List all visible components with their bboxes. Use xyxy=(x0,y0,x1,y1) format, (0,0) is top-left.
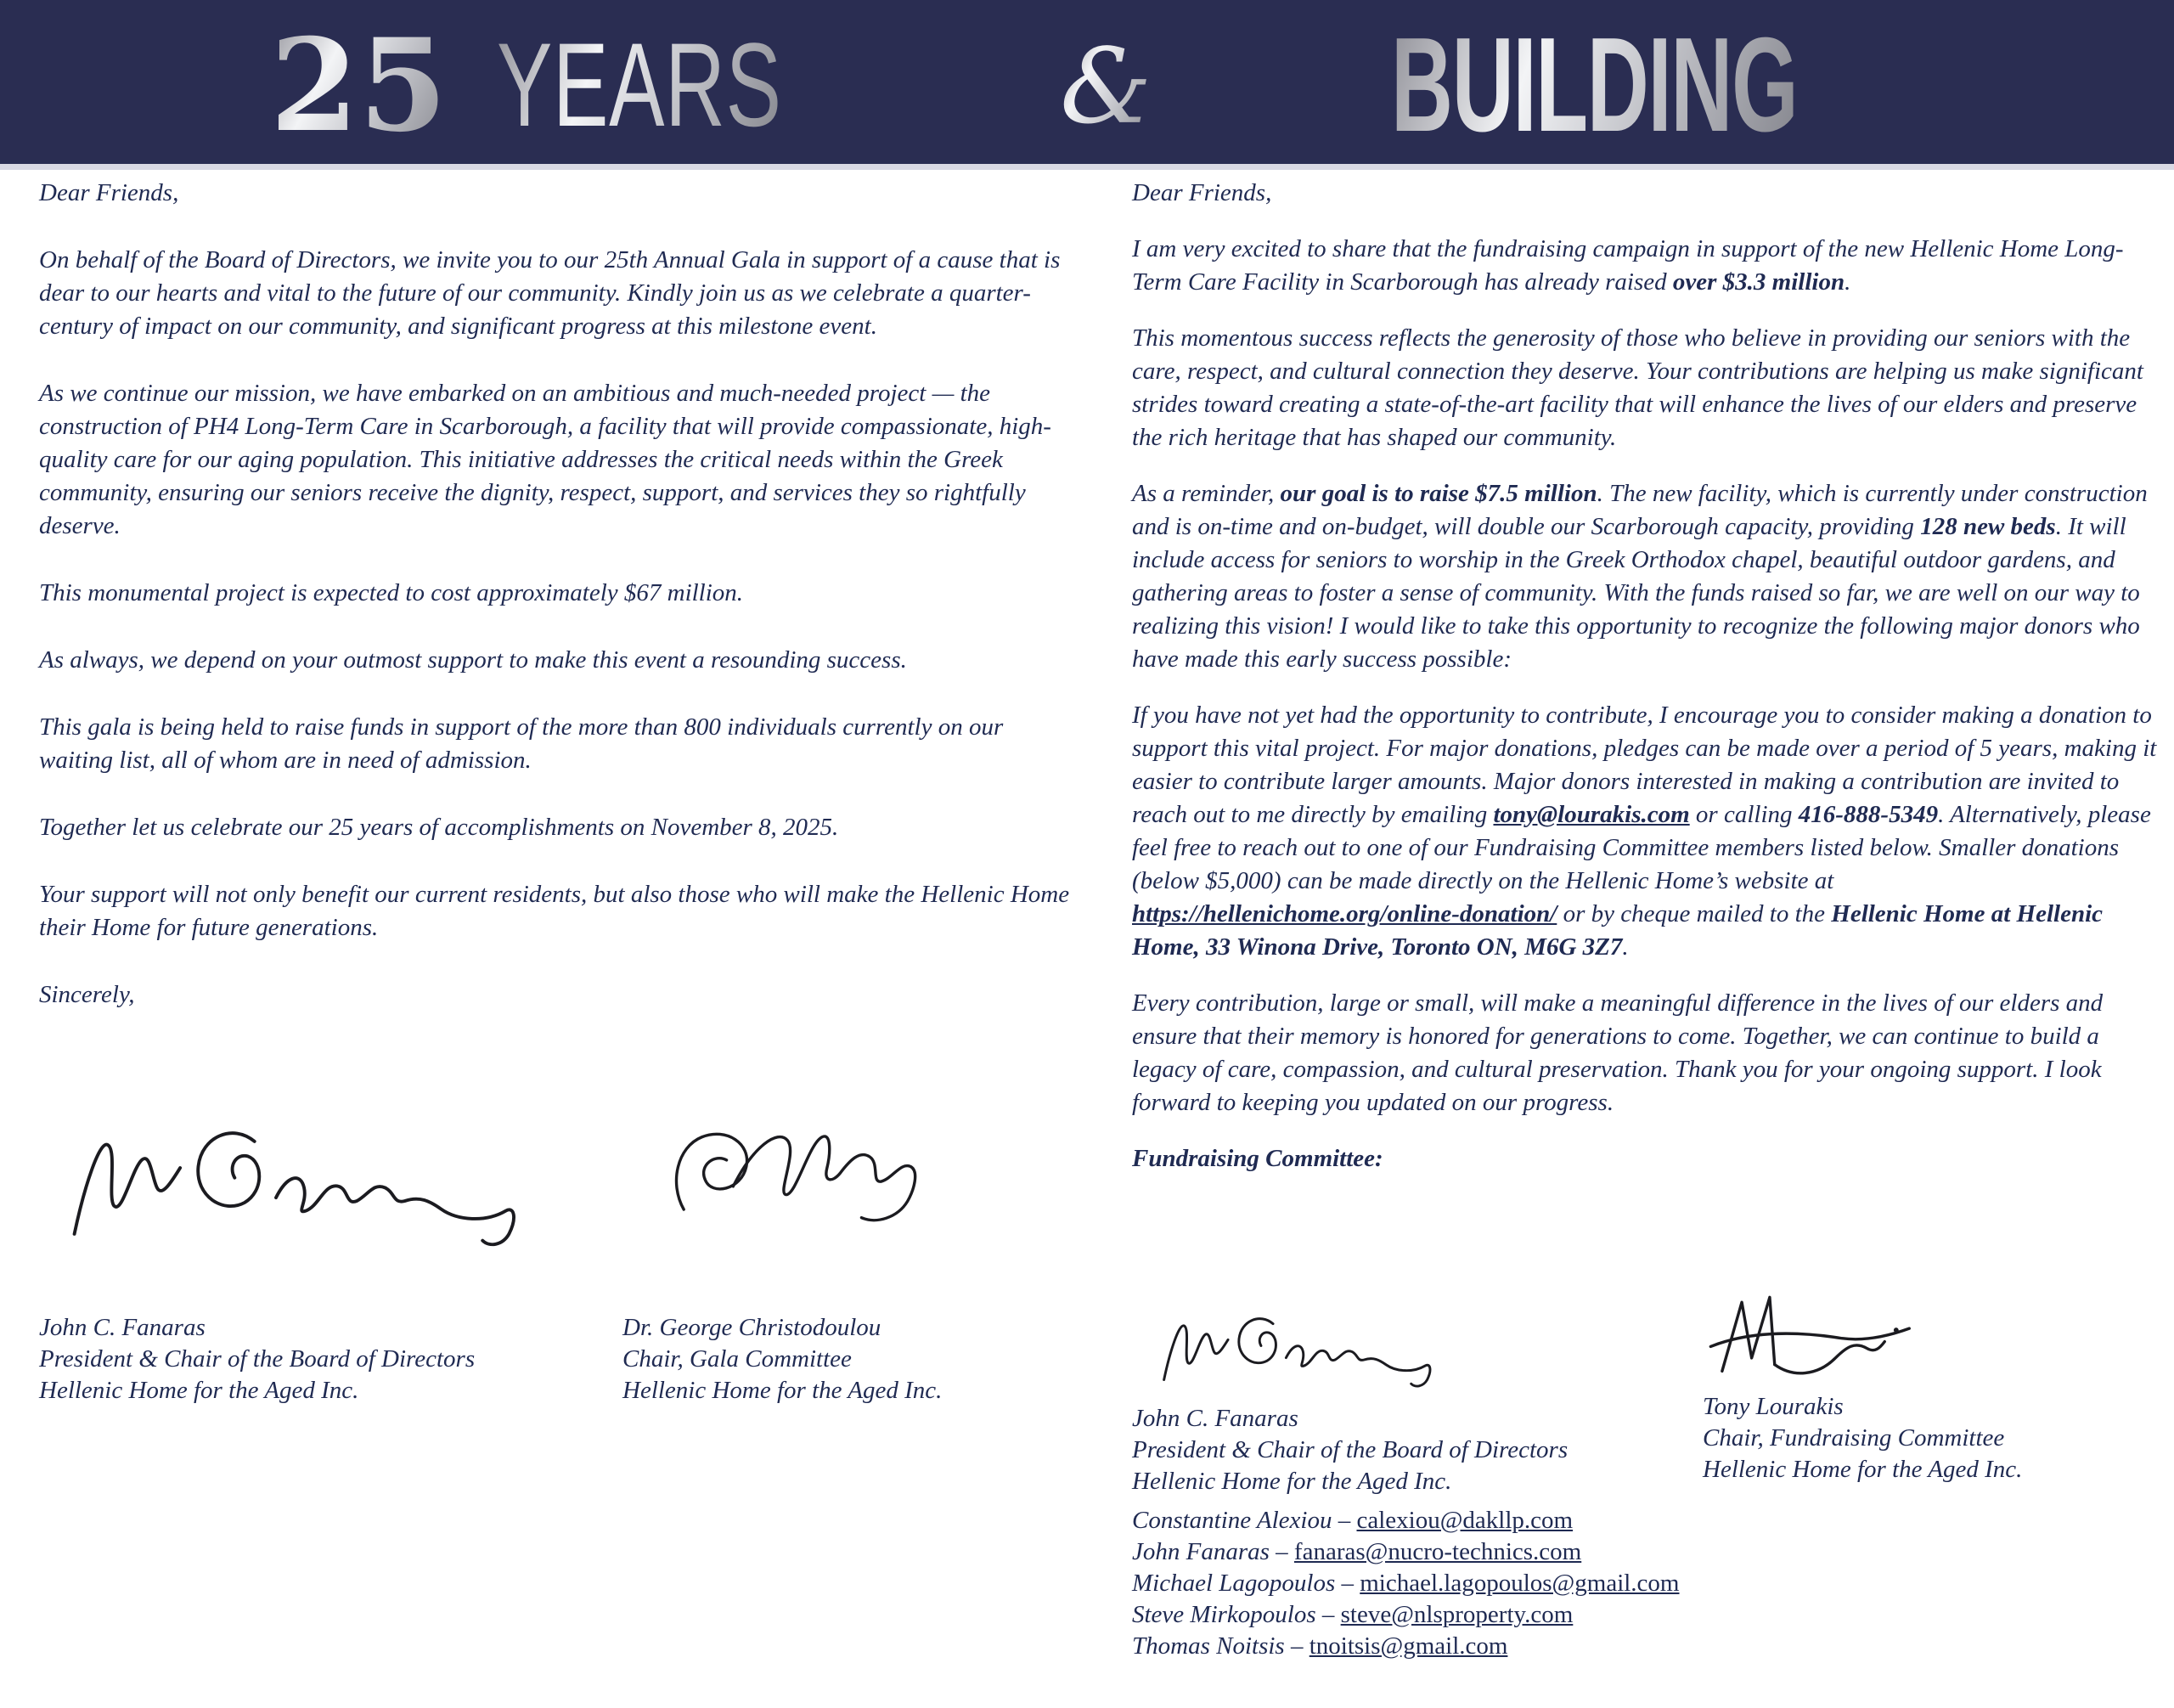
signoff-lourakis xyxy=(1703,1391,2022,1485)
committee-email-link[interactable]: fanaras@nucro-technics.com xyxy=(1293,1538,1582,1565)
fundraising-committee-heading: Fundraising Committee: xyxy=(1132,1145,1383,1172)
banner-word-years xyxy=(497,0,904,164)
signatory-org: Hellenic Home for the Aged Inc. xyxy=(1703,1456,2023,1483)
text-segment: Hellenic Home at Hellenic Home, 33 Winona Drive, Toronto ON, M6G 3Z7 xyxy=(1132,900,2104,961)
signoff-fanaras-left xyxy=(39,1312,475,1406)
text-segment: I am very excited to share that the fundraising campaign in support of the new Hellenic Home Long-Term Care Facility in Scarborough has already raised xyxy=(1132,235,2124,296)
committee-email-link[interactable]: michael.lagopoulos@gmail.com xyxy=(1360,1570,1680,1597)
lourakis-signature-image xyxy=(1694,1282,1940,1381)
text-segment: If you have not yet had the opportunity to contribute, I encourage you to consider making a donation to support this vital project. For major donations, pledges can be made over a period of 5 years, making it easier to contribute larger amounts. Major donors interested in making a contribution are invited to reach out to me directly by emailing xyxy=(1132,702,2157,828)
paragraph xyxy=(1132,699,2164,964)
banner-ampersand xyxy=(1060,0,1152,164)
banner-years-text: YEARS xyxy=(497,16,782,154)
text-segment: over $3.3 million xyxy=(1672,268,1845,296)
banner-ampersand-text: & xyxy=(1060,25,1152,147)
christodoulou-signature-image xyxy=(654,1104,934,1236)
text-segment: . The new facility, which is currently under construction and is on-time and on-budget, will double our Scarborough capacity, providing xyxy=(1132,480,2148,540)
banner-number-text: 25 xyxy=(270,10,448,161)
banner-divider xyxy=(0,164,2174,170)
separator: – xyxy=(1332,1507,1357,1534)
right-salutation: Dear Friends, xyxy=(1132,179,1272,206)
signatory-title: President & Chair of the Board of Directors xyxy=(1132,1436,1569,1463)
signoff-fanaras-right xyxy=(1132,1403,1568,1497)
banner-building-text: BUILDING xyxy=(1391,8,1797,162)
signatory-org: Hellenic Home for the Aged Inc. xyxy=(622,1377,943,1404)
inline-link[interactable]: https://hellenichome.org/online-donation/ xyxy=(1132,900,1557,927)
lourakis-signature-svg xyxy=(1694,1282,1940,1381)
signatory-org: Hellenic Home for the Aged Inc. xyxy=(1132,1468,1452,1495)
fanaras-signature-image xyxy=(59,1108,522,1261)
text-segment: This momentous success reflects the generosity of those who believe in providing our seniors with the care, respect, and cultural connection they deserve. Your contributions are helping us make significant strides toward creating a state-of-the-art facility that will enhance the lives of our elders and preserve the rich heritage that has shaped our community. xyxy=(1132,324,2143,451)
fanaras-signature-svg xyxy=(59,1108,522,1261)
committee-member-name: John Fanaras xyxy=(1132,1538,1270,1565)
paragraph: This monumental project is expected to cost approximately $67 million. xyxy=(39,579,744,606)
committee-member-name: Thomas Noitsis xyxy=(1132,1632,1285,1660)
anniversary-banner xyxy=(0,0,2174,164)
signatory-org: Hellenic Home for the Aged Inc. xyxy=(39,1377,359,1404)
paragraph xyxy=(1132,987,2164,1119)
committee-member-name: Steve Mirkopoulos xyxy=(1132,1601,1316,1628)
text-segment: 128 new beds xyxy=(1920,513,2056,540)
fanaras-signature-image-2 xyxy=(1155,1304,1435,1396)
paragraph xyxy=(1132,233,2164,299)
inline-link[interactable]: tony@lourakis.com xyxy=(1493,801,1690,828)
banner-number-25 xyxy=(270,0,448,164)
committee-email-link[interactable]: calexiou@dakllp.com xyxy=(1356,1507,1574,1534)
committee-row xyxy=(1132,1568,1680,1599)
right-letter-column xyxy=(1132,177,2164,1198)
paragraph: On behalf of the Board of Directors, we invite you to our 25th Annual Gala in support of a cause that is dear to our hearts and vital to the future of our community. Kindly join us as we celebrate a quarter-century of impact on our community, and significant progress at this milestone event. xyxy=(39,246,1061,340)
text-segment: . It will include access for seniors to worship in the Greek Orthodox chapel, beautiful outdoor gardens, and gathering areas to foster a sense of community. With the funds raised so far, we are well on our way to realizing this vision! I would like to take this opportunity to recognize the following major donors who have made this early success possible: xyxy=(1132,513,2140,673)
text-segment: . Alternatively, please feel free to reach out to one of our Fundraising Committee members listed below. Smaller donations (below $5,000) can be made directly on the Hellenic Home’s website at xyxy=(1132,801,2151,894)
committee-row xyxy=(1132,1505,1680,1536)
signatory-title: Chair, Gala Committee xyxy=(622,1345,852,1373)
separator: – xyxy=(1315,1601,1341,1628)
text-segment: . xyxy=(1845,268,1851,296)
text-segment: or by cheque mailed to the xyxy=(1557,900,1832,927)
committee-row xyxy=(1132,1536,1680,1568)
left-salutation: Dear Friends, xyxy=(39,179,179,206)
committee-email-link[interactable]: tnoitsis@gmail.com xyxy=(1309,1632,1508,1660)
fanaras-signature-2-svg xyxy=(1155,1304,1435,1396)
signatory-name: Dr. George Christodoulou xyxy=(622,1314,881,1341)
committee-member-name: Constantine Alexiou xyxy=(1132,1507,1332,1534)
signatory-title: Chair, Fundraising Committee xyxy=(1703,1424,2005,1452)
signatory-name: John C. Fanaras xyxy=(39,1314,206,1341)
separator: – xyxy=(1269,1538,1294,1565)
paragraph: Your support will not only benefit our current residents, but also those who will make the Hellenic Home their Home for future generations. xyxy=(39,881,1070,941)
banner-word-building xyxy=(1391,0,2026,164)
left-letter-column xyxy=(39,177,1071,1046)
signatory-name: John C. Fanaras xyxy=(1132,1405,1298,1432)
text-segment: or calling xyxy=(1689,801,1799,828)
text-segment: . xyxy=(1622,933,1629,961)
text-segment: Every contribution, large or small, will make a meaningful difference in the lives of our elders and ensure that their memory is honored for generations to come. Together, we can continue to build a legacy of care, compassion, and cultural preservation. Thank you for your ongoing support. I look forward to keeping you updated on our progress. xyxy=(1132,989,2104,1116)
committee-email-link[interactable]: steve@nlsproperty.com xyxy=(1340,1601,1574,1628)
separator: – xyxy=(1284,1632,1309,1660)
committee-row xyxy=(1132,1599,1680,1631)
committee-row xyxy=(1132,1631,1680,1662)
committee-contact-list xyxy=(1132,1505,1680,1662)
signatory-title: President & Chair of the Board of Directors xyxy=(39,1345,476,1373)
paragraph: Together let us celebrate our 25 years of accomplishments on November 8, 2025. xyxy=(39,814,839,841)
paragraph xyxy=(1132,477,2164,676)
paragraph: This gala is being held to raise funds in support of the more than 800 individuals currently on our waiting list, all of whom are in need of admission. xyxy=(39,713,1004,774)
signoff-christodoulou xyxy=(622,1312,942,1406)
text-segment: As a reminder, xyxy=(1132,480,1281,507)
paragraph: As we continue our mission, we have embarked on an ambitious and much-needed project — the construction of PH4 Long-Term Care in Scarborough, a facility that will provide compassionate, high-quality care for our aging population. This initiative addresses the critical needs within the Greek community, ensuring our seniors receive the dignity, respect, support, and services they so rightfully deserve. xyxy=(39,380,1051,539)
separator: – xyxy=(1335,1570,1360,1597)
christodoulou-signature-svg xyxy=(654,1104,934,1236)
text-segment: our goal is to raise $7.5 million xyxy=(1280,480,1597,507)
signatory-name: Tony Lourakis xyxy=(1703,1393,1844,1420)
text-segment: 416-888-5349 xyxy=(1798,801,1939,828)
paragraph: As always, we depend on your outmost support to make this event a resounding success. xyxy=(39,646,907,674)
left-closing: Sincerely, xyxy=(39,981,135,1008)
paragraph xyxy=(1132,322,2164,454)
committee-member-name: Michael Lagopoulos xyxy=(1132,1570,1336,1597)
